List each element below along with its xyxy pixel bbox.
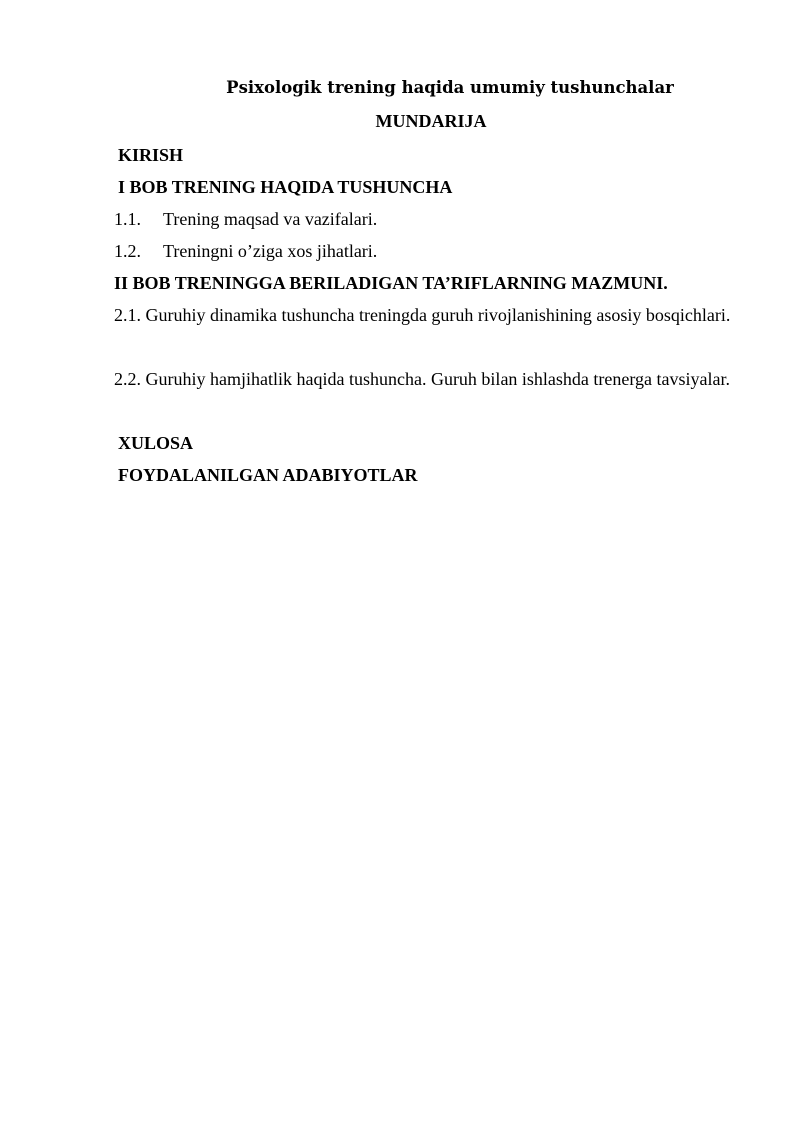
section-number: 1.2. bbox=[114, 241, 141, 261]
toc-entry-section-2-2: 2.2. Guruhiy hamjihatlik haqida tushuncha. Guruh bilan ishlashda trenerga tavsiyalar. bbox=[114, 369, 731, 389]
toc-heading: MUNDARIJA bbox=[375, 111, 487, 131]
toc-entry-chapter-2: II BOB TRENINGGA BERILADIGAN TA’RIFLARNING MAZMUNI. bbox=[114, 273, 668, 293]
toc-entry-section-1-1 bbox=[114, 207, 377, 231]
toc-entry-section-1-2 bbox=[114, 239, 377, 263]
section-title: Treningni o’ziga xos jihatlari. bbox=[163, 241, 378, 261]
section-title: Trening maqsad va vazifalari. bbox=[163, 209, 378, 229]
section-number: 1.1. bbox=[114, 209, 141, 229]
toc-entry-conclusion: XULOSA bbox=[118, 433, 194, 453]
toc-entry-intro: KIRISH bbox=[118, 145, 184, 165]
document-title: Psixologik trening haqida umumiy tushunchalar bbox=[226, 78, 674, 97]
toc-entry-references: FOYDALANILGAN ADABIYOTLAR bbox=[118, 465, 418, 485]
toc-entry-section-2-1: 2.1. Guruhiy dinamika tushuncha treningda guruh rivojlanishining asosiy bosqichlari. bbox=[114, 305, 731, 325]
toc-entry-chapter-1: I BOB TRENING HAQIDA TUSHUNCHA bbox=[118, 177, 453, 197]
